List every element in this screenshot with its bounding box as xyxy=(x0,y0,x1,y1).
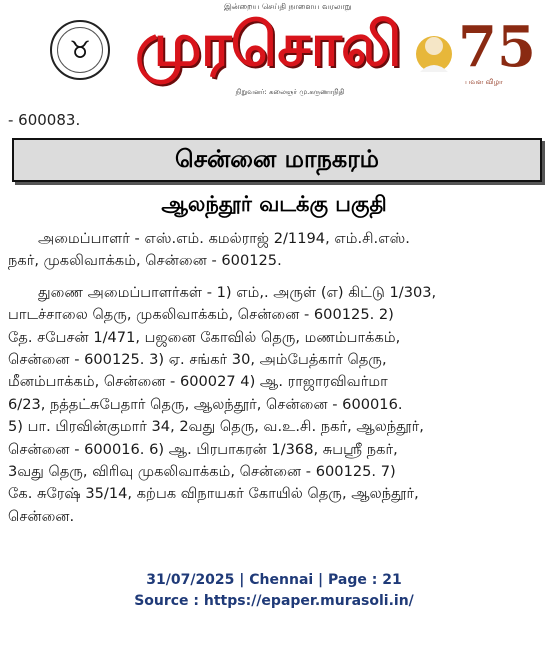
article-body xyxy=(8,228,540,528)
area-subheading: ஆலந்தூர் வடக்கு பகுதி xyxy=(161,192,387,216)
section-title: சென்னை மாநகரம் xyxy=(175,144,379,173)
epaper-footer xyxy=(0,570,548,612)
previous-article-fragment: - 600083. xyxy=(8,111,81,129)
newspaper-logo: முரசொலி xyxy=(135,10,401,80)
footer-date-line: 31/07/2025 | Chennai | Page : 21 xyxy=(146,572,402,588)
masthead-tagline: இன்றைய செய்தி நாளைய வரலாறு xyxy=(224,2,352,11)
anniversary-badge-graphic xyxy=(408,8,536,92)
footer-source-line: Source : https://epaper.murasoli.in/ xyxy=(134,593,414,609)
emblem-figure: ♉ xyxy=(57,27,103,73)
anniversary-75-badge xyxy=(408,8,536,92)
article-paragraph: அமைப்பாளர் - எஸ்.எம். கமல்ராஜ் 2/1194, எம்.சி.எஸ். நகர், முகலிவாக்கம், சென்னை - 600125. xyxy=(8,230,410,270)
bull-emblem-icon xyxy=(50,20,110,80)
anniversary-number: 75 xyxy=(458,14,536,80)
masthead xyxy=(0,0,548,100)
logo-subtext: நிறுவனர்: கலைஞர் மு.கருணாநிதி xyxy=(235,88,345,96)
anniversary-caption: பவள விழா xyxy=(465,78,503,86)
article-paragraph: துணை அமைப்பாளர்கள் - 1) எம்,. அருள் (எ) கிட்டு 1/303, பாடச்சாலை தெரு, முகலிவாக்கம், சென்னை - 600125. 2) தே. சபேசன் 1/471, பஜனை கோவில் தெரு, மணம்பாக்கம், சென்னை - 600125. 3) ஏ. சங்கர் 30, அம்பேத்கார் தெரு, மீனம்பாக்கம், சென்னை - 600027 4) ஆ. ராஜாரவிவர்மா 6/23, நத்தட்சுபேதார் தெரு, ஆலந்தூர், சென்னை - 600016. 5) பா. பிரவின்குமார் 34, 2வது தெரு, வ.உ.சி. நகர், ஆலந்தூர், சென்னை - 600016. 6) ஆ. பிரபாகரன் 1/368, சுபஸ்ரீ நகர், 3வது தெரு, விரிவு முகலிவாக்கம், சென்னை - 600125. 7) கே. சுரேஷ் 35/14, கற்பக விநாயகர் கோயில் தெரு, ஆலந்தூர், சென்னை. xyxy=(8,283,437,525)
section-heading-box xyxy=(12,138,542,182)
